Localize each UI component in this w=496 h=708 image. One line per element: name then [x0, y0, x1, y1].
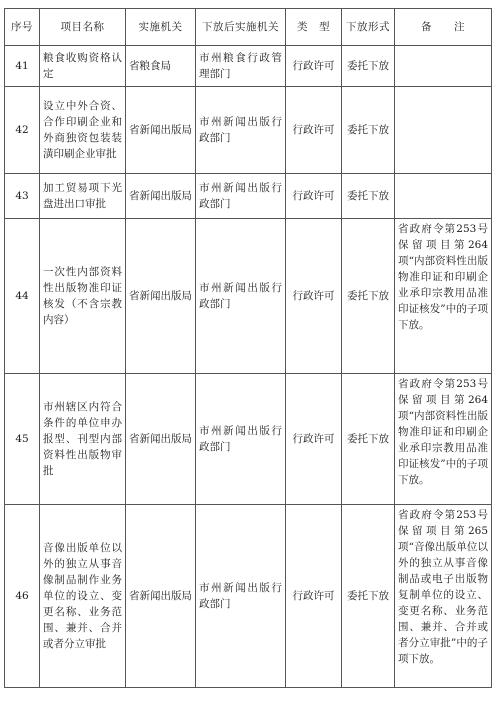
table-row — [5, 374, 492, 505]
row-org: 省新闻出版局 — [126, 374, 196, 505]
row-note — [395, 87, 492, 174]
row-org: 省新闻出版局 — [126, 174, 196, 219]
table-row — [5, 87, 492, 174]
header-type: 类 型 — [286, 9, 342, 46]
approval-table — [4, 8, 492, 688]
row-name: 粮食收购资格认定 — [40, 46, 126, 87]
row-note: 省政府令第253号保留项目第264项“内部资料性出版物准印证和印刷企业承印宗教用品准印证核发”中的子项下放。 — [395, 219, 492, 374]
row-type: 行政许可 — [286, 505, 342, 688]
row-type: 行政许可 — [286, 87, 342, 174]
row-num: 45 — [5, 374, 40, 505]
header-name: 项目名称 — [40, 9, 126, 46]
row-org: 省粮食局 — [126, 46, 196, 87]
row-new-org: 市州新闻出版行政部门 — [196, 219, 286, 374]
row-new-org: 市州粮食行政管理部门 — [196, 46, 286, 87]
row-org: 省新闻出版局 — [126, 87, 196, 174]
row-note — [395, 174, 492, 219]
row-num: 42 — [5, 87, 40, 174]
table-row — [5, 46, 492, 87]
row-note: 省政府令第253号保留项目第264项“内部资料性出版物准印证和印刷企业承印宗教用品准印证核发”中的子项下放。 — [395, 374, 492, 505]
header-new-org: 下放后实施机关 — [196, 9, 286, 46]
table-row — [5, 505, 492, 688]
row-num: 46 — [5, 505, 40, 688]
row-org: 省新闻出版局 — [126, 219, 196, 374]
row-org: 省新闻出版局 — [126, 505, 196, 688]
row-name: 市州辖区内符合条件的单位申办报型、刊型内部资料性出版物审批 — [40, 374, 126, 505]
header-mode: 下放形式 — [342, 9, 395, 46]
row-note — [395, 46, 492, 87]
page-bottom-edge — [0, 700, 496, 708]
row-type: 行政许可 — [286, 174, 342, 219]
row-new-org: 市州新闻出版行政部门 — [196, 174, 286, 219]
row-name: 一次性内部资料性出版物准印证核发（不含宗教内容） — [40, 219, 126, 374]
row-name: 加工贸易项下光盘进出口审批 — [40, 174, 126, 219]
row-type: 行政许可 — [286, 46, 342, 87]
row-new-org: 市州新闻出版行政部门 — [196, 374, 286, 505]
header-org: 实施机关 — [126, 9, 196, 46]
row-name: 设立中外合资、合作印刷企业和外商独资包装装潢印刷企业审批 — [40, 87, 126, 174]
row-mode: 委托下放 — [342, 46, 395, 87]
row-type: 行政许可 — [286, 374, 342, 505]
row-new-org: 市州新闻出版行政部门 — [196, 87, 286, 174]
row-mode: 委托下放 — [342, 174, 395, 219]
header-num: 序号 — [5, 9, 40, 46]
row-note: 省政府令第253号保留项目第265项“音像出版单位以外的独立从事音像制品或电子出版物复制单位的设立、变更名称、业务范围、兼并、合并或者分立审批”中的子项下放。 — [395, 505, 492, 688]
row-new-org: 市州新闻出版行政部门 — [196, 505, 286, 688]
row-mode: 委托下放 — [342, 505, 395, 688]
row-mode: 委托下放 — [342, 219, 395, 374]
row-mode: 委托下放 — [342, 374, 395, 505]
header-note: 备 注 — [395, 9, 492, 46]
row-num: 41 — [5, 46, 40, 87]
row-mode: 委托下放 — [342, 87, 395, 174]
header-row — [5, 9, 492, 46]
table-row — [5, 174, 492, 219]
row-num: 43 — [5, 174, 40, 219]
row-type: 行政许可 — [286, 219, 342, 374]
row-name: 音像出版单位以外的独立从事音像制品制作业务单位的设立、变更名称、业务范围、兼并、合并或者分立审批 — [40, 505, 126, 688]
row-num: 44 — [5, 219, 40, 374]
table-row — [5, 219, 492, 374]
